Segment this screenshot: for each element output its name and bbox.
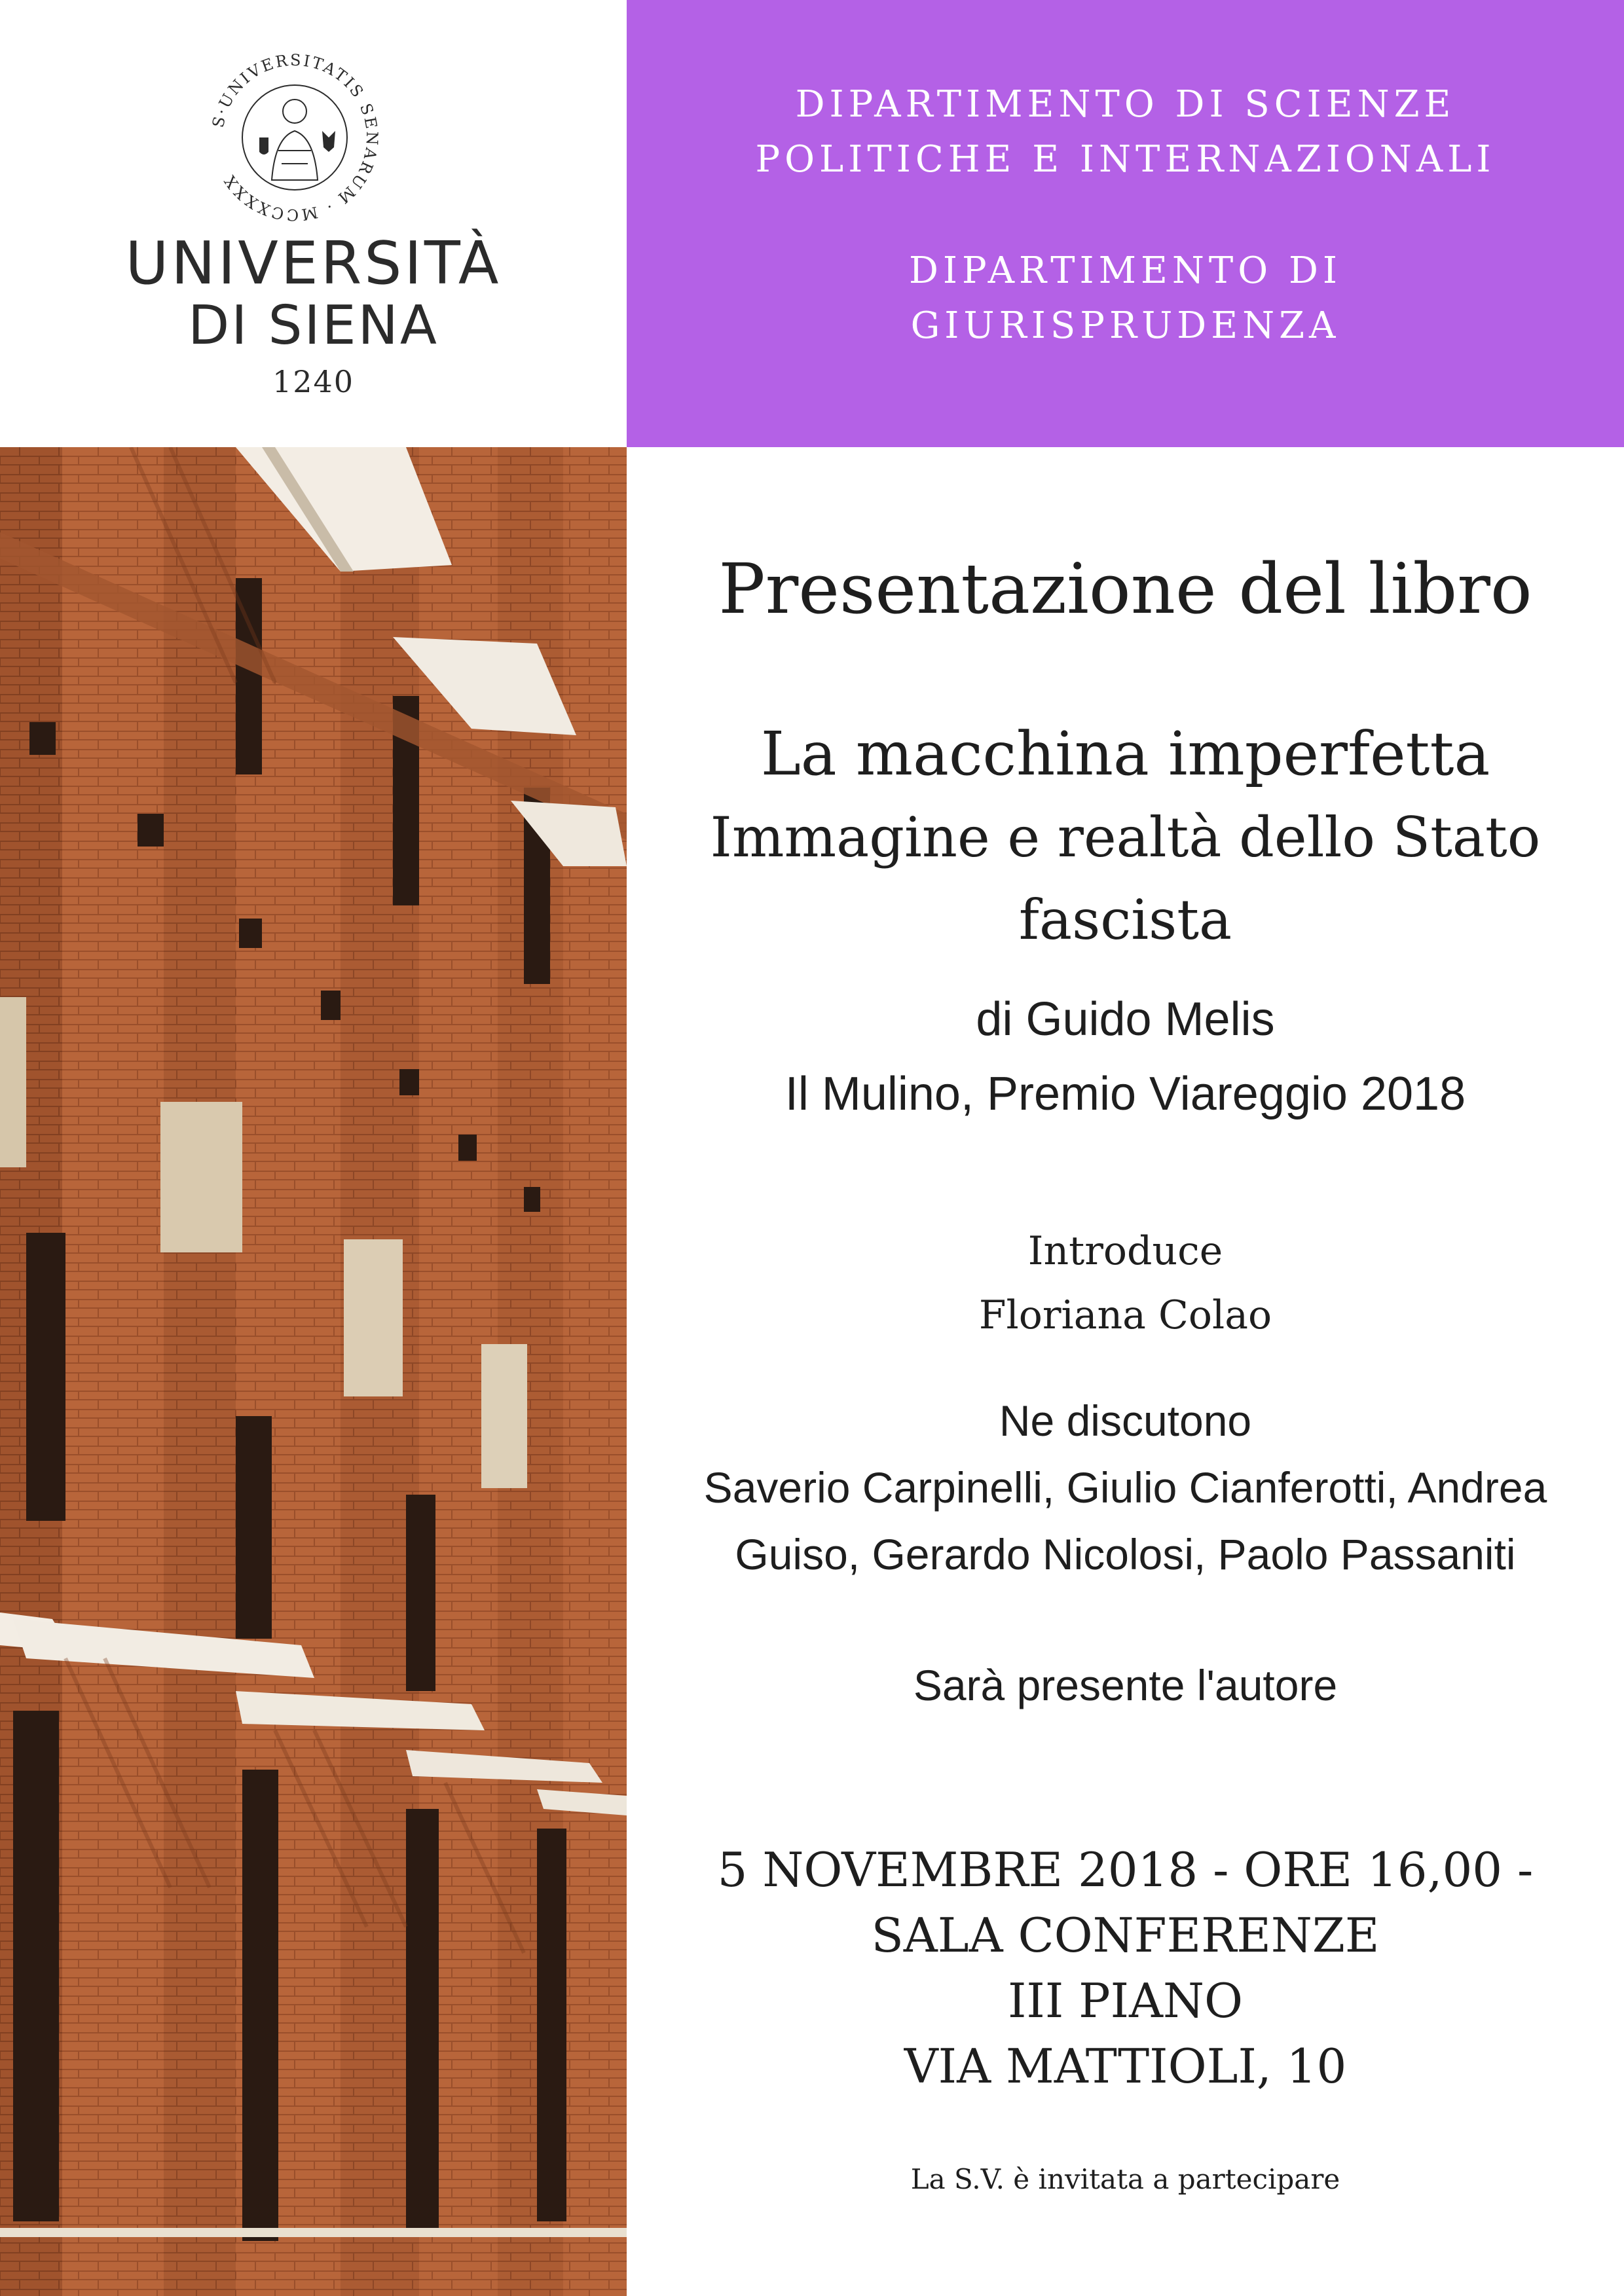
event-type-heading: Presentazione del libro bbox=[718, 549, 1532, 629]
university-name: UNIVERSITÀ bbox=[125, 229, 502, 298]
book-title: La macchina imperfetta bbox=[760, 719, 1490, 789]
book-publisher: Il Mulino, Premio Viareggio 2018 bbox=[784, 1068, 1466, 1120]
discussants-line-1: Saverio Carpinelli, Giulio Cianferotti, Andrea bbox=[703, 1463, 1547, 1512]
building-facade-photo bbox=[0, 447, 627, 2296]
seal-ring-text: S·UNIVERSITATIS SENARUM · MCCXXXX bbox=[208, 50, 382, 225]
book-subtitle-line-1: Immagine e realtà dello Stato bbox=[710, 805, 1541, 869]
brick-facade-illustration bbox=[0, 447, 627, 2296]
event-date-time: 5 NOVEMBRE 2018 - ORE 16,00 - bbox=[717, 1842, 1534, 1897]
university-founding-year: 1240 bbox=[272, 364, 355, 399]
department-1-text: DIPARTIMENTO DI SCIENZE POLITICHE E INTERNAZIONALI bbox=[755, 83, 1496, 181]
university-logo bbox=[0, 0, 627, 447]
venue-room: SALA CONFERENZE bbox=[871, 1908, 1380, 1963]
introduction-label: Introduce bbox=[1027, 1228, 1223, 1274]
university-city: DI SIENA bbox=[188, 295, 439, 357]
department-political-sciences bbox=[627, 77, 1624, 187]
introduction-speaker: Floriana Colao bbox=[978, 1292, 1272, 1338]
discussants-label: Ne discutono bbox=[999, 1396, 1252, 1445]
book-subtitle-line-2: fascista bbox=[1018, 888, 1232, 952]
venue-address: VIA MATTIOLI, 10 bbox=[904, 2039, 1347, 2094]
discussants-line-2: Guiso, Gerardo Nicolosi, Paolo Passaniti bbox=[735, 1530, 1516, 1578]
university-seal-icon bbox=[196, 39, 393, 236]
svg-text:S·UNIVERSITATIS SENARUM · MCCX bbox=[209, 51, 381, 225]
invitation-note: La S.V. è invitata a partecipare bbox=[910, 2163, 1340, 2195]
department-2-text: DIPARTIMENTO DI GIURISPRUDENZA bbox=[909, 249, 1342, 347]
book-author: di Guido Melis bbox=[976, 993, 1275, 1046]
department-law bbox=[627, 244, 1624, 354]
venue-floor: III PIANO bbox=[1007, 1973, 1244, 2028]
department-header bbox=[627, 0, 1624, 447]
author-presence-note: Sarà presente l'autore bbox=[913, 1661, 1338, 1709]
